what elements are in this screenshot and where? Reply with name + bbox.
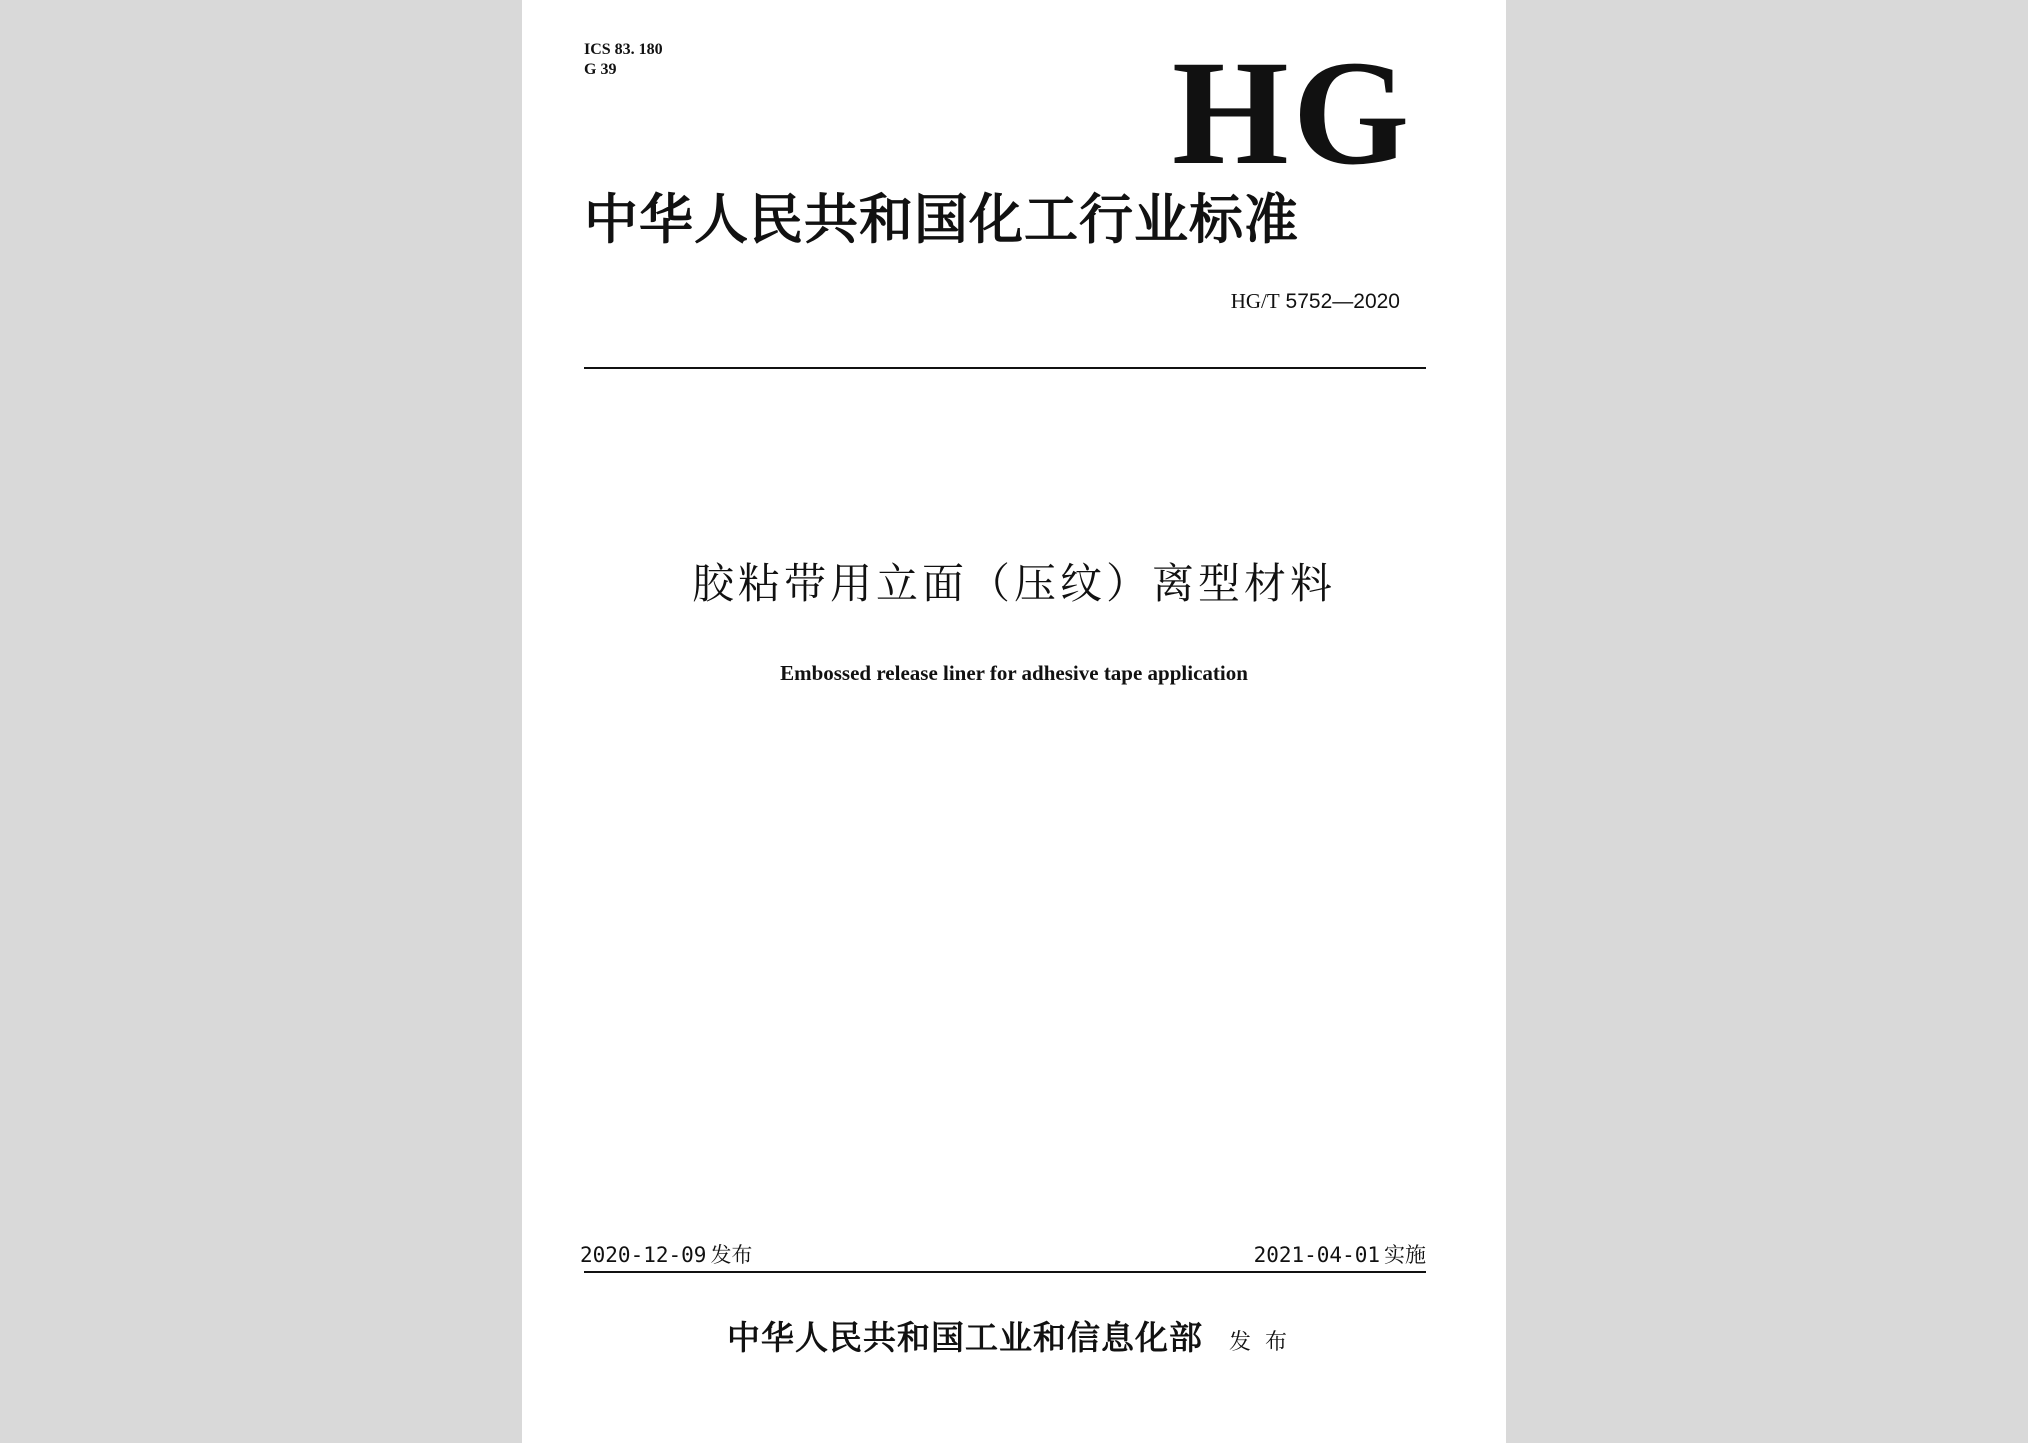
standard-code-number: 5752—2020 — [1279, 290, 1400, 313]
ccs-code: G 39 — [584, 61, 617, 78]
publisher-action: 发布 — [1228, 1330, 1301, 1355]
document-page — [522, 0, 1506, 1443]
publisher-name: 中华人民共和国工业和信息化部 — [726, 1318, 1203, 1357]
classification-codes — [584, 40, 663, 80]
standard-code — [1231, 288, 1400, 315]
implementation-date — [1254, 1239, 1426, 1271]
publisher-line — [522, 1316, 1506, 1366]
document-title-chinese: 胶粘带用立面（压纹）离型材料 — [691, 559, 1336, 608]
ics-code: ICS 83. 180 — [584, 41, 663, 58]
document-title-english: Embossed release liner for adhesive tape application — [780, 661, 1248, 685]
hg-logo: HG — [1172, 30, 1414, 196]
issue-date — [580, 1239, 752, 1271]
standard-code-prefix: HG/T — [1230, 289, 1280, 313]
standard-title: 中华人民共和国化工行业标准 — [584, 188, 1299, 251]
implementation-date-label: 实施 — [1384, 1243, 1426, 1267]
issue-date-value: 2020-12-09 — [580, 1243, 707, 1267]
issue-date-label: 发布 — [710, 1243, 753, 1267]
implementation-date-value: 2021-04-01 — [1253, 1243, 1380, 1267]
header-divider — [584, 367, 1426, 369]
dates-row — [580, 1239, 1426, 1271]
footer-divider — [584, 1271, 1426, 1273]
